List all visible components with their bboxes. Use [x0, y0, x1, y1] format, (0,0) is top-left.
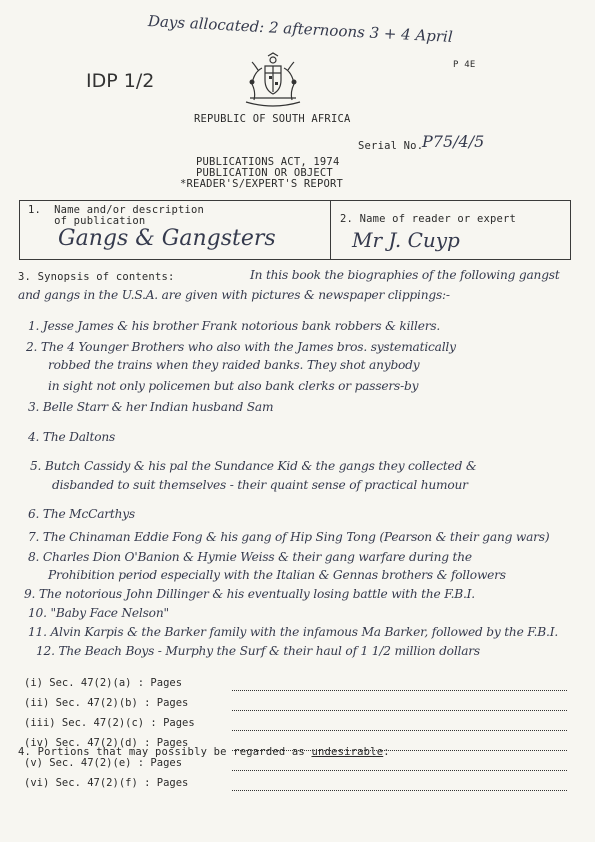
synopsis-line: 3. Belle Starr & her Indian husband Sam [28, 400, 274, 414]
portion-row: (vi) Sec. 47(2)(f) : Pages [24, 777, 189, 789]
synopsis-line: 6. The McCarthys [28, 507, 135, 521]
form-code: P 4E [453, 60, 476, 70]
synopsis-label: 3. Synopsis of contents: [18, 271, 175, 283]
portion-row: (ii) Sec. 47(2)(b) : Pages [24, 697, 189, 709]
portions-label: 4. Portions that may possibly be regarded as undesirable: [18, 746, 390, 758]
portion-dotted-line [232, 709, 567, 711]
synopsis-line: 1. Jesse James & his brother Frank notorious bank robbers & killers. [28, 319, 441, 333]
act-heading: PUBLICATIONS ACT, 1974 [196, 156, 340, 168]
report-heading: *READER'S/EXPERT'S REPORT [180, 178, 344, 190]
synopsis-line: robbed the trains when they raided banks. They shot anybody [48, 358, 420, 372]
publication-object-heading: PUBLICATION OR OBJECT [196, 167, 333, 179]
synopsis-line: Prohibition period especially with the Italian & Gennas brothers & followers [48, 568, 506, 582]
portion-row: (v) Sec. 47(2)(e) : Pages [24, 757, 183, 769]
portion-dotted-line [232, 769, 567, 771]
portion-dotted-line [232, 749, 567, 751]
box-divider [330, 201, 331, 259]
synopsis-line: 5. Butch Cassidy & his pal the Sundance Kid & the gangs they collected & [30, 459, 477, 473]
synopsis-line: 11. Alvin Karpis & the Barker family with the infamous Ma Barker, followed by the F.B.I. [28, 625, 559, 639]
synopsis-line: 7. The Chinaman Eddie Fong & his gang of Hip Sing Tong (Pearson & their gang wars) [28, 530, 550, 544]
synopsis-intro: In this book the biographies of the following gangst [250, 268, 560, 282]
republic-heading: REPUBLIC OF SOUTH AFRICA [194, 113, 351, 125]
synopsis-line: in sight not only policemen but also bank clerks or passers-by [48, 379, 419, 393]
portion-row: (iv) Sec. 47(2)(d) : Pages [24, 737, 189, 749]
publication-name-value: Gangs & Gangsters [58, 226, 276, 251]
coat-of-arms-icon [238, 52, 308, 110]
synopsis-line: 8. Charles Dion O'Banion & Hymie Weiss & their gang warfare during the [28, 550, 472, 564]
portion-row: (i) Sec. 47(2)(a) : Pages [24, 677, 183, 689]
synopsis-line: disbanded to suit themselves - their quaint sense of practical humour [52, 478, 468, 492]
synopsis-line: 12. The Beach Boys - Murphy the Surf & their haul of 1 1/2 million dollars [36, 644, 480, 658]
serial-label: Serial No. [358, 140, 424, 152]
handwritten-days-note: Days allocated: 2 afternoons 3 + 4 April [147, 12, 454, 46]
publication-name-label: 1. Name and/or description of publication [28, 204, 205, 227]
portion-dotted-line [232, 729, 567, 731]
synopsis-line: 2. The 4 Younger Brothers who also with the James bros. systematically [26, 340, 456, 354]
synopsis-line: 9. The notorious John Dillinger & his eventually losing battle with the F.B.I. [24, 587, 475, 601]
synopsis-line: 10. "Baby Face Nelson" [28, 606, 169, 620]
reader-name-label: 2. Name of reader or expert [340, 213, 517, 225]
synopsis-line: 4. The Daltons [28, 430, 116, 444]
reader-name-value: Mr J. Cuyp [352, 228, 460, 252]
portion-dotted-line [232, 689, 567, 691]
document-reference: IDP 1/2 [86, 70, 155, 92]
portion-dotted-line [232, 789, 567, 791]
synopsis-intro-continued: and gangs in the U.S.A. are given with pictures & newspaper clippings:- [18, 288, 450, 302]
serial-value: P75/4/5 [422, 132, 485, 151]
portion-row: (iii) Sec. 47(2)(c) : Pages [24, 717, 195, 729]
